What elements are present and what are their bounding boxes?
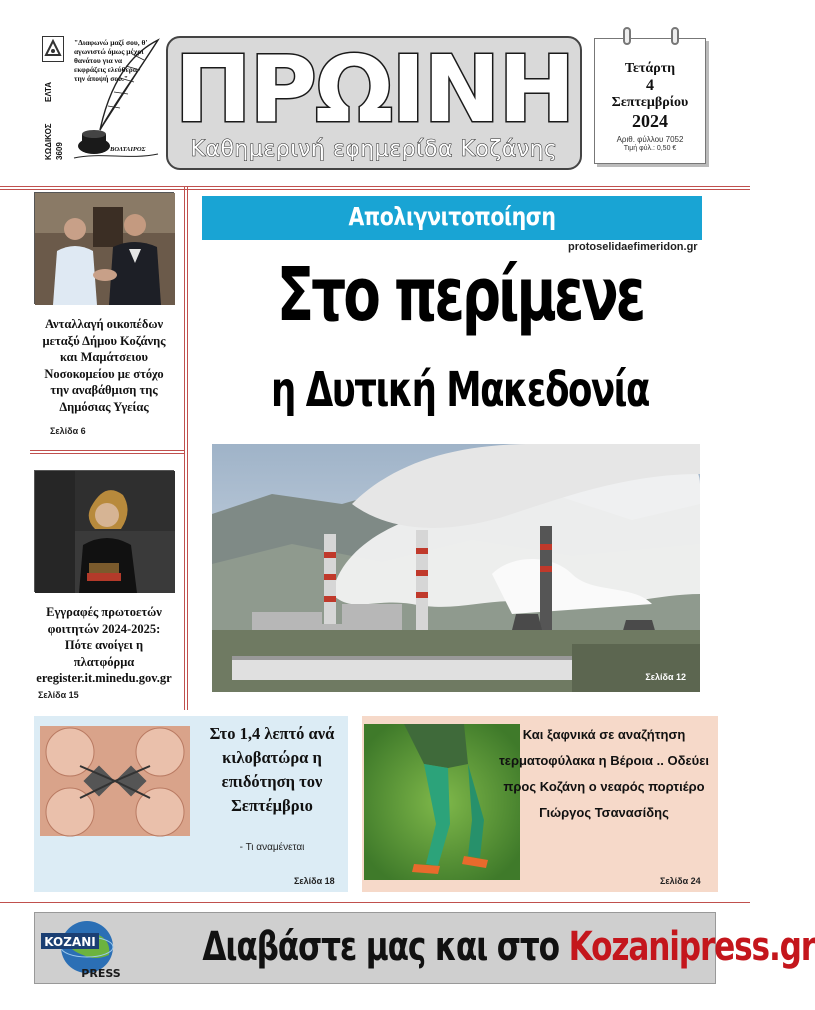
banner-text — [202, 921, 815, 973]
calendar-ring-icon — [671, 27, 679, 45]
banner-logo-top: KOZANI — [44, 935, 96, 949]
page-reference: Σελίδα 6 — [50, 426, 86, 436]
sport-headline: Και ξαφνικά σε αναζήτηση τερματοφύλακα η Βέροια .. Οδεύει προς Κοζάνη ο νεαρός πορτιέρο Γιώργος Τσανασίδης — [498, 727, 710, 820]
year: 2024 — [632, 111, 668, 131]
issue-number: Αριθ. φύλλου 7052 — [616, 135, 684, 144]
main-headline-line2[interactable]: η Δυτική Μακεδονία — [271, 362, 649, 418]
divider — [184, 186, 185, 710]
section-kicker — [202, 196, 702, 240]
code-number: 3609 — [55, 142, 64, 160]
quote-text: "Διαφωνώ μαζί σου, θ' αγωνιστώ όμως μέχρι θανάτου για να εκφράζεις ελεύθερα την άποψή σου." — [74, 38, 148, 83]
divider — [0, 186, 750, 187]
globe-icon — [39, 915, 135, 983]
divider — [0, 189, 750, 190]
page-reference: Σελίδα 12 — [645, 672, 686, 682]
weekday: Τετάρτη — [624, 61, 676, 76]
calendar-ring-icon — [623, 27, 631, 45]
side-story-headline[interactable]: Ανταλλαγή οικοπέδων μεταξύ Δήμου Κοζάνης και Μαμάτσειου Νοσοκομείου με στόχο την αναβάθμιση της Δημόσιας Υγείας — [42, 317, 166, 414]
elta-logo-icon — [42, 36, 64, 62]
newspaper-subtitle: Καθημερινή εφημερίδα Κοζάνης — [190, 137, 558, 162]
side-story-headline[interactable]: Εγγραφές πρωτοετών φοιτητών 2024-2025: Πότε ανοίγει η πλατφόρμα eregister.it.minedu.gov.gr — [36, 605, 172, 685]
divider — [187, 186, 188, 710]
newspaper-logo — [166, 36, 582, 170]
voltaire-quote — [70, 34, 162, 164]
kozanipress-banner[interactable] — [34, 912, 815, 984]
electricity-headline: Στο 1,4 λεπτό ανά κιλοβατώρα η επιδότηση τον Σεπτέμβριο — [209, 724, 335, 815]
light-bulbs-photo — [40, 726, 190, 836]
student-photo — [34, 470, 174, 592]
handshake-photo — [34, 192, 174, 304]
banner-site-link[interactable]: Kozanipress.gr — [568, 924, 815, 970]
banner-text-part1: Διαβάστε μας και στο — [202, 924, 569, 970]
page-reference: Σελίδα 24 — [660, 876, 701, 886]
main-headline[interactable]: Στο περίμενε — [276, 252, 644, 338]
electricity-subhead: - Τι αναμένεται — [239, 842, 305, 853]
page-reference: Σελίδα 15 — [38, 690, 79, 700]
power-plant-photo — [212, 444, 700, 692]
page-reference: Σελίδα 18 — [294, 876, 335, 886]
date-calendar — [594, 38, 706, 164]
postal-code-strip — [40, 32, 68, 162]
issue-price: Τιμή φύλ.: 0,50 € — [623, 145, 677, 152]
kicker-text: Απολιγνιτοποίηση — [348, 202, 556, 231]
watermark-text: protoselidaefimeridon.gr — [568, 241, 698, 253]
divider — [0, 902, 750, 903]
kozanipress-logo — [39, 915, 135, 983]
day-number: 4 — [646, 77, 654, 94]
code-label: ΚΩΔΙΚΟΣ — [44, 123, 53, 160]
divider — [30, 453, 184, 454]
banner-logo-bottom: PRESS — [81, 967, 121, 980]
electricity-story-box[interactable] — [34, 716, 348, 892]
newspaper-title: ΠΡΩΙΝΗ — [174, 36, 574, 143]
elta-label: ΕΛΤΑ — [44, 81, 53, 102]
divider — [30, 450, 184, 451]
month: Σεπτεμβρίου — [611, 95, 689, 110]
quote-author: ΒΟΛΤΑΙΡΟΣ — [110, 146, 146, 153]
sport-story-box[interactable] — [362, 716, 718, 892]
